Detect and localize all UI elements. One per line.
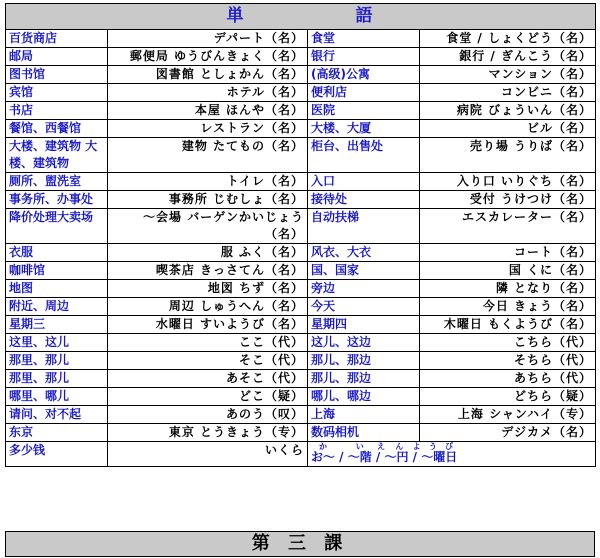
table-row	[6, 316, 596, 334]
japanese-term: 食堂 / しょくどう（名）	[420, 30, 596, 48]
chinese-term: 旁边	[308, 280, 420, 298]
chinese-term: 大楼、建筑物 大楼、建筑物	[6, 138, 108, 173]
chinese-term: 地图	[6, 280, 108, 298]
table-row	[6, 138, 596, 173]
table-row	[6, 424, 596, 442]
japanese-term: 受付 うけつけ（名）	[420, 191, 596, 209]
table-row	[6, 102, 596, 120]
japanese-term: 建物 たてもの（名）	[108, 138, 308, 173]
table-row	[6, 84, 596, 102]
japanese-term: 国 くに（名）	[420, 262, 596, 280]
japanese-term: あちら（代）	[420, 370, 596, 388]
japanese-term: ホテル（名）	[108, 84, 308, 102]
chinese-term: 上海	[308, 406, 420, 424]
table-row	[6, 280, 596, 298]
title-left-char: 単	[226, 5, 246, 26]
japanese-term: 売り場 うりば（名）	[420, 138, 596, 173]
affix-reading: かい	[311, 442, 372, 451]
table-row	[6, 244, 596, 262]
affix-base: / ～円	[371, 450, 409, 464]
chinese-term: 哪儿、哪边	[308, 388, 420, 406]
chinese-term: 书店	[6, 102, 108, 120]
chinese-term: 降价处理大卖场	[6, 209, 108, 244]
chinese-term: 请问、对不起	[6, 406, 108, 424]
table-row	[6, 352, 596, 370]
table-row	[6, 173, 596, 191]
japanese-term: どちら（疑）	[420, 388, 596, 406]
japanese-term: 郵便局 ゆうびんきょく（名）	[108, 48, 308, 66]
chinese-term: 这里、这儿	[6, 334, 108, 352]
japanese-term: 病院 びょういん（名）	[420, 102, 596, 120]
japanese-term: あのう（叹）	[108, 406, 308, 424]
chinese-term: 宾馆	[6, 84, 108, 102]
chinese-term: 银行	[308, 48, 420, 66]
chinese-term: 便利店	[308, 84, 420, 102]
affix-reading: ようび	[408, 442, 458, 451]
japanese-term: いくら	[108, 442, 308, 467]
japanese-term: 服 ふく（名）	[108, 244, 308, 262]
table-row	[6, 30, 596, 48]
lesson-title: 第 三 課	[5, 531, 595, 557]
japanese-term: デジカメ（名）	[420, 424, 596, 442]
chinese-term: 东京	[6, 424, 108, 442]
vocabulary-table	[5, 3, 596, 467]
chinese-term: 星期三	[6, 316, 108, 334]
affix-base: / ～曜日	[408, 450, 458, 464]
table-row	[6, 191, 596, 209]
japanese-term: 周辺 しゅうへん（名）	[108, 298, 308, 316]
japanese-term: 水曜日 すいようび（名）	[108, 316, 308, 334]
title-right-char: 語	[355, 5, 375, 26]
japanese-term: 隣 となり（名）	[420, 280, 596, 298]
japanese-term: 銀行 / ぎんこう（名）	[420, 48, 596, 66]
table-header	[6, 4, 596, 30]
japanese-term: 上海 シャンハイ（专）	[420, 406, 596, 424]
table-row	[6, 370, 596, 388]
affix-pattern	[408, 442, 458, 464]
chinese-term: 那里、那儿	[6, 370, 108, 388]
chinese-term: 大楼、大厦	[308, 120, 420, 138]
japanese-term: トイレ（名）	[108, 173, 308, 191]
chinese-term: 风衣、大衣	[308, 244, 420, 262]
japanese-term: 図書館 としょかん（名）	[108, 66, 308, 84]
chinese-term: 那儿、那边	[308, 370, 420, 388]
japanese-term: どこ（疑）	[108, 388, 308, 406]
table-row	[6, 334, 596, 352]
japanese-term: 今日 きょう（名）	[420, 298, 596, 316]
chinese-term: 百货商店	[6, 30, 108, 48]
chinese-term: 那里、那儿	[6, 352, 108, 370]
chinese-term: 食堂	[308, 30, 420, 48]
chinese-term: 接待处	[308, 191, 420, 209]
japanese-term: コンビニ（名）	[420, 84, 596, 102]
chinese-term: (高级)公寓	[308, 66, 420, 84]
chinese-term: 衣服	[6, 244, 108, 262]
chinese-term: 入口	[308, 173, 420, 191]
table-row	[6, 262, 596, 280]
chinese-term: 多少钱	[6, 442, 108, 467]
table-title	[227, 6, 375, 26]
chinese-term: 数码相机	[308, 424, 420, 442]
japanese-term: ビル（名）	[420, 120, 596, 138]
japanese-term: エスカレーター（名）	[420, 209, 596, 244]
chinese-term: 星期四	[308, 316, 420, 334]
japanese-term: あそこ（代）	[108, 370, 308, 388]
table-row	[6, 442, 596, 467]
japanese-term: 入り口 いりぐち（名）	[420, 173, 596, 191]
japanese-term: 事務所 じむしょ（名）	[108, 191, 308, 209]
table-row	[6, 388, 596, 406]
japanese-term: こちら（代）	[420, 334, 596, 352]
japanese-term: 東京 とうきょう（专）	[108, 424, 308, 442]
chinese-term: 附近、周边	[6, 298, 108, 316]
affix-reading: えん	[371, 442, 409, 451]
affix-pattern	[311, 442, 372, 464]
affix-patterns	[308, 442, 596, 467]
japanese-term: ここ（代）	[108, 334, 308, 352]
chinese-term: 咖啡馆	[6, 262, 108, 280]
chinese-term: 邮局	[6, 48, 108, 66]
chinese-term: 今天	[308, 298, 420, 316]
chinese-term: 柜台、出售处	[308, 138, 420, 173]
japanese-term: 木曜日 もくようび（名）	[420, 316, 596, 334]
chinese-term: 自动扶梯	[308, 209, 420, 244]
table-row	[6, 209, 596, 244]
affix-base: お～ / ～階	[311, 450, 372, 464]
chinese-term: 那儿、那边	[308, 352, 420, 370]
chinese-term: 这儿、这边	[308, 334, 420, 352]
chinese-term: 厕所、盥洗室	[6, 173, 108, 191]
table-row	[6, 120, 596, 138]
affix-pattern	[371, 442, 409, 464]
table-row	[6, 66, 596, 84]
japanese-term: デパート（名）	[108, 30, 308, 48]
table-row	[6, 48, 596, 66]
japanese-term: そちら（代）	[420, 352, 596, 370]
japanese-term: 喫茶店 きっさてん（名）	[108, 262, 308, 280]
table-row	[6, 298, 596, 316]
table-row	[6, 406, 596, 424]
chinese-term: 哪里、哪儿	[6, 388, 108, 406]
chinese-term: 国、国家	[308, 262, 420, 280]
japanese-term: レストラン（名）	[108, 120, 308, 138]
japanese-term: 本屋 ほんや（名）	[108, 102, 308, 120]
chinese-term: 事务所、办事处	[6, 191, 108, 209]
japanese-term: そこ（代）	[108, 352, 308, 370]
chinese-term: 图书馆	[6, 66, 108, 84]
japanese-term: マンション（名）	[420, 66, 596, 84]
japanese-term: コート（名）	[420, 244, 596, 262]
japanese-term: 地図 ちず（名）	[108, 280, 308, 298]
chinese-term: 餐馆、西餐馆	[6, 120, 108, 138]
chinese-term: 医院	[308, 102, 420, 120]
japanese-term: ～会場 バーゲンかいじょう（名）	[108, 209, 308, 244]
